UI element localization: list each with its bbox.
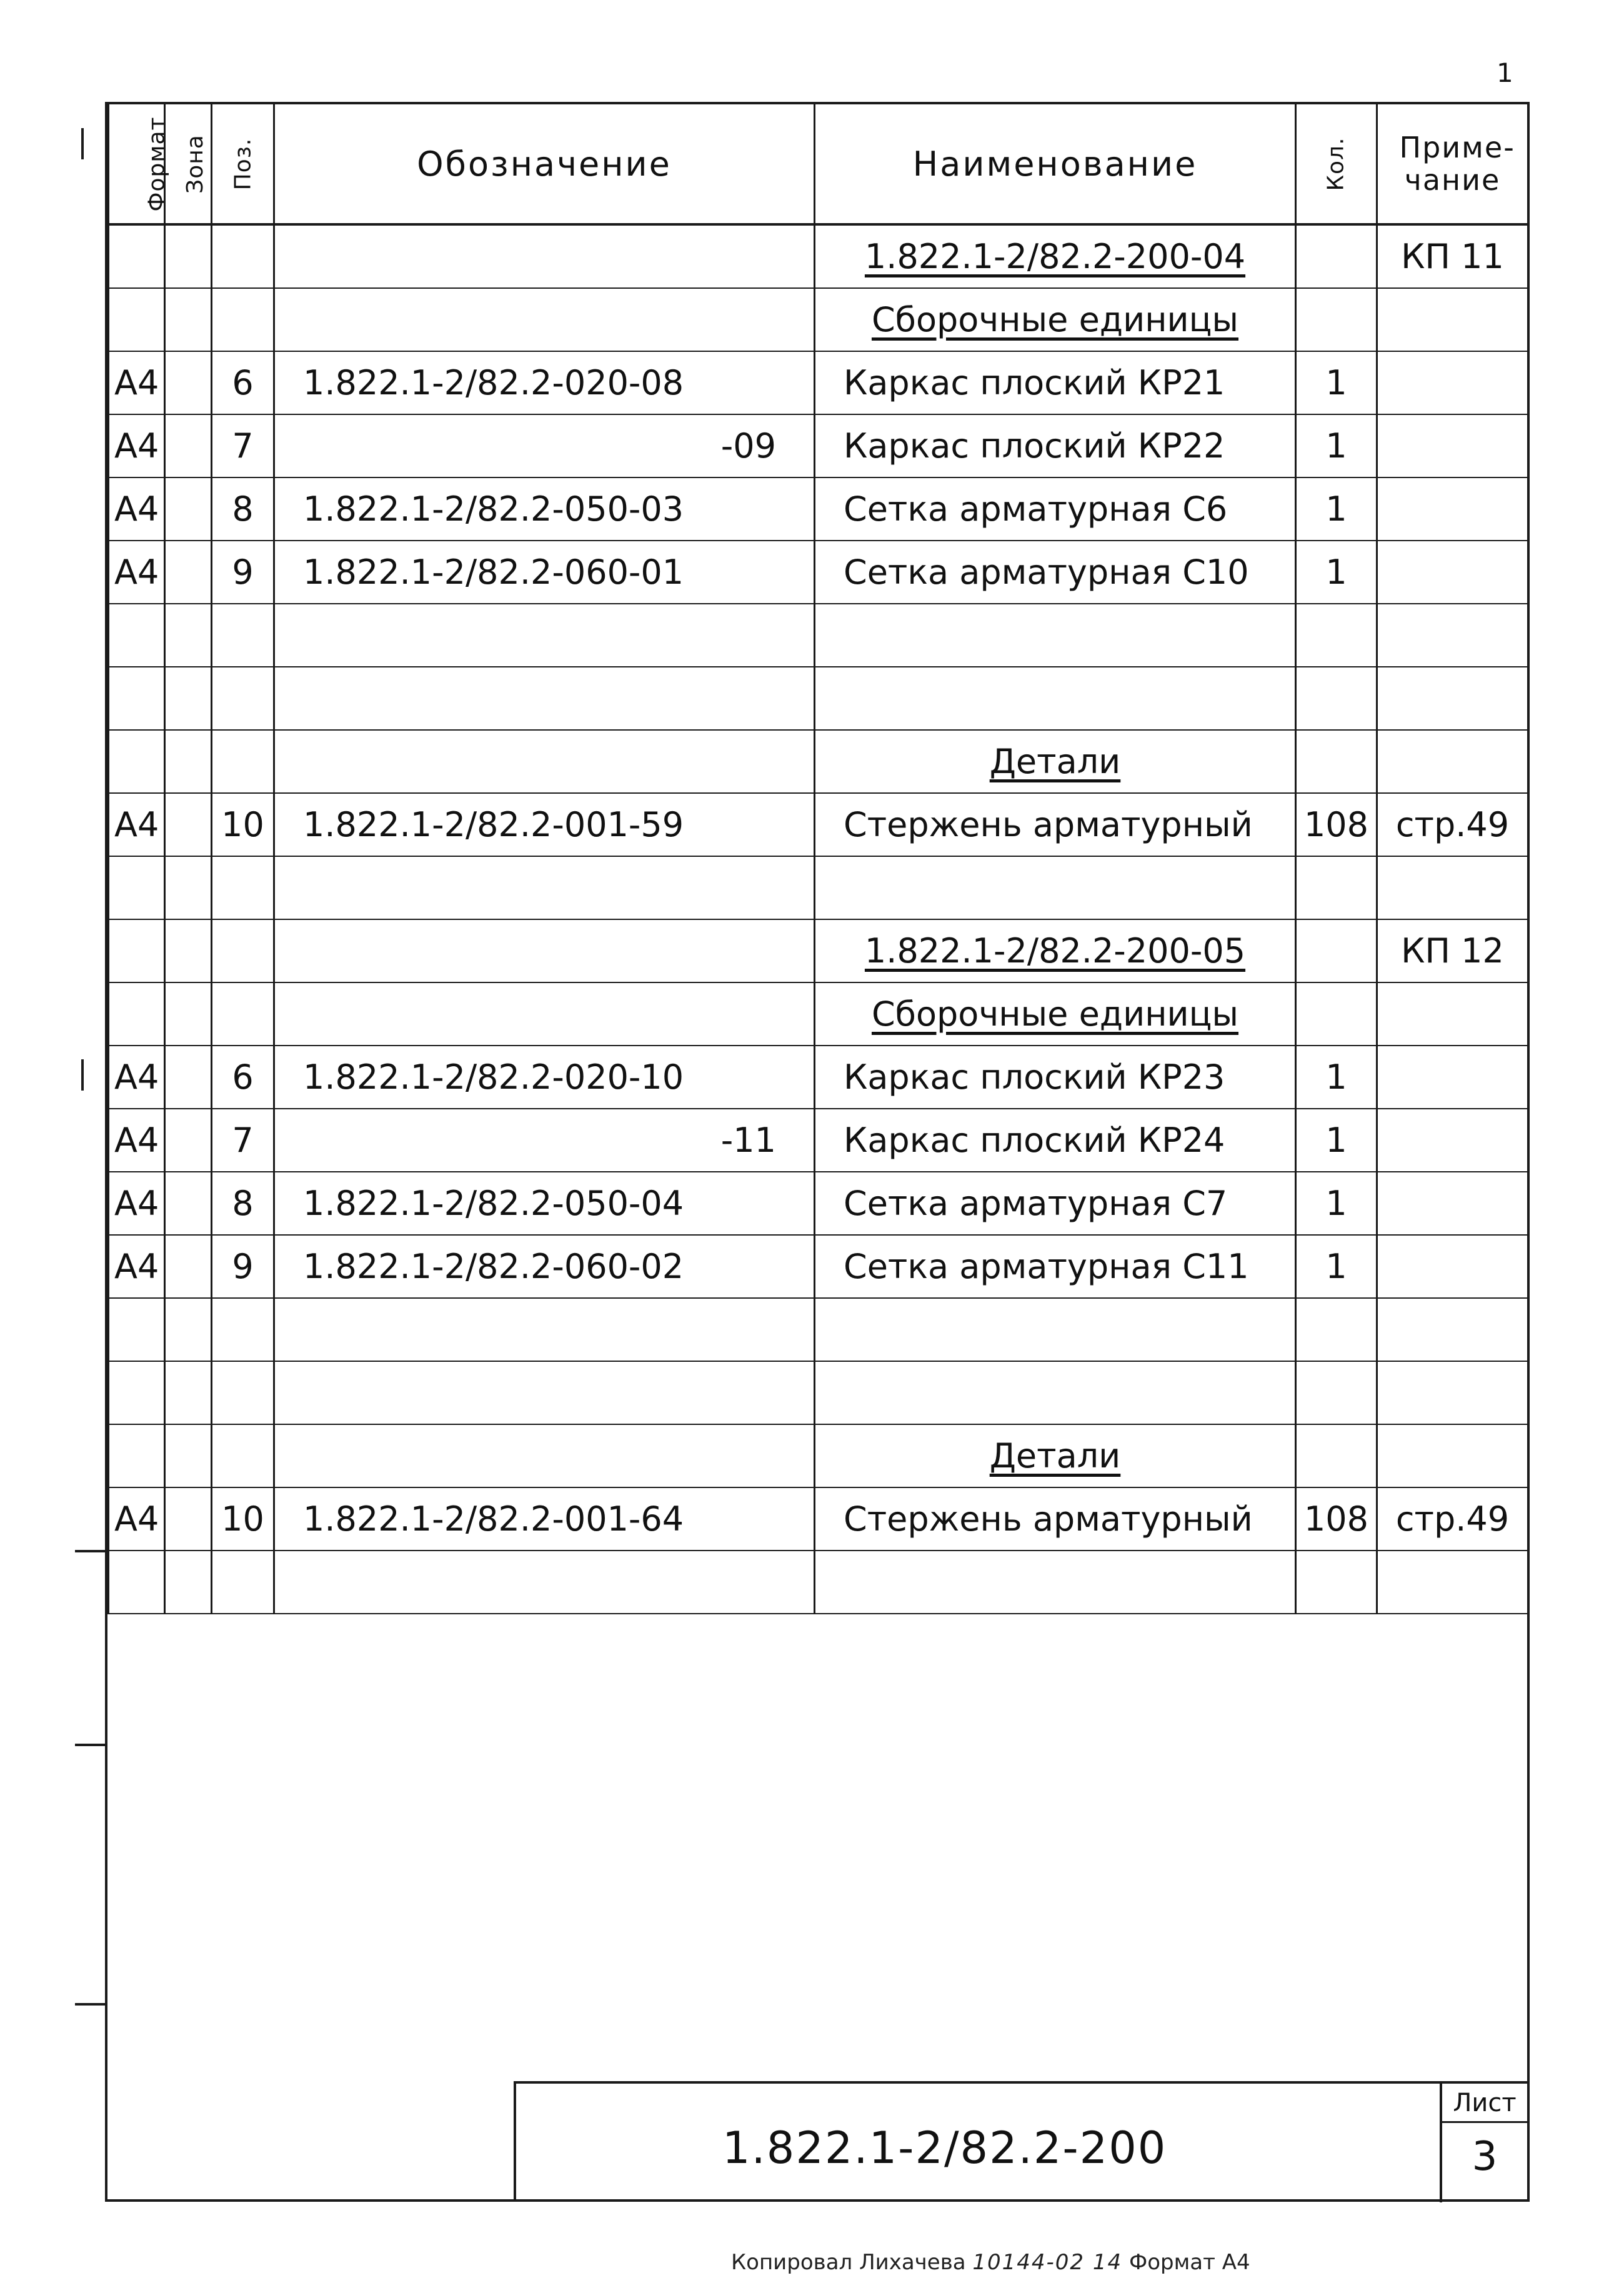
cell-designation <box>274 604 815 667</box>
cell-qty-text: 108 <box>1303 805 1369 844</box>
table-row <box>109 477 1528 541</box>
cell-qty-text: 1 <box>1325 1247 1347 1286</box>
cell-pos-text: 8 <box>232 489 254 529</box>
cell-format <box>109 541 165 604</box>
cell-note <box>1377 730 1528 793</box>
cell-name <box>815 477 1296 541</box>
cell-qty <box>1296 541 1377 604</box>
cell-designation-text: 1.822.1-2/82.2-020-08 <box>303 363 684 402</box>
document-code: 1.822.1-2/82.2-200 <box>722 2122 1167 2174</box>
cell-note-text: КП 11 <box>1401 237 1504 276</box>
cell-zone <box>165 1487 212 1551</box>
cell-format-text: А4 <box>114 1247 159 1286</box>
cell-note <box>1377 351 1528 414</box>
margin-tick <box>75 1744 105 1746</box>
cell-zone <box>165 351 212 414</box>
cell-name <box>815 604 1296 667</box>
cell-pos-text: 7 <box>232 1121 254 1160</box>
table-row <box>109 1298 1528 1361</box>
cell-format <box>109 351 165 414</box>
cell-note-text: стр.49 <box>1395 1499 1510 1539</box>
cell-format <box>109 1487 165 1551</box>
cell-name <box>815 1361 1296 1424</box>
cell-designation <box>274 477 815 541</box>
cell-qty <box>1296 1361 1377 1424</box>
cell-format-text: А4 <box>114 489 159 529</box>
margin-tick <box>81 1059 84 1091</box>
cell-pos <box>212 1172 274 1235</box>
specification-table <box>107 104 1529 1614</box>
cell-pos <box>212 1046 274 1109</box>
table-row <box>109 982 1528 1046</box>
cell-designation-text: 1.822.1-2/82.2-050-04 <box>303 1184 684 1223</box>
cell-designation <box>274 793 815 856</box>
table-row <box>109 288 1528 351</box>
cell-pos <box>212 288 274 351</box>
cell-name-text: Каркас плоский КР24 <box>844 1121 1225 1160</box>
cell-note <box>1377 1487 1528 1551</box>
cell-qty <box>1296 1235 1377 1298</box>
cell-format <box>109 224 165 288</box>
cell-note <box>1377 856 1528 919</box>
header-name: Наименование <box>815 104 1296 224</box>
cell-note <box>1377 1109 1528 1172</box>
cell-format-text: А4 <box>114 1184 159 1223</box>
cell-pos <box>212 1361 274 1424</box>
cell-format-text: А4 <box>114 1121 159 1160</box>
cell-zone <box>165 288 212 351</box>
cell-qty <box>1296 351 1377 414</box>
cell-name-text: Детали <box>989 1436 1121 1476</box>
cell-format <box>109 919 165 982</box>
cell-note <box>1377 1424 1528 1487</box>
cell-zone <box>165 224 212 288</box>
cell-name <box>815 1046 1296 1109</box>
cell-designation <box>274 1424 815 1487</box>
cell-name <box>815 856 1296 919</box>
copy-stamp <box>731 2250 1250 2275</box>
cell-designation <box>274 414 815 477</box>
cell-qty <box>1296 667 1377 730</box>
cell-format <box>109 1046 165 1109</box>
format-label: Формат А4 <box>1128 2250 1250 2275</box>
table-row <box>109 1109 1528 1172</box>
cell-zone <box>165 1298 212 1361</box>
cell-zone <box>165 982 212 1046</box>
cell-designation <box>274 730 815 793</box>
cell-name <box>815 351 1296 414</box>
cell-name <box>815 541 1296 604</box>
cell-name-text: Сборочные единицы <box>871 994 1239 1034</box>
cell-zone <box>165 1172 212 1235</box>
cell-designation-text: 1.822.1-2/82.2-001-64 <box>303 1499 684 1539</box>
cell-name <box>815 414 1296 477</box>
cell-qty <box>1296 224 1377 288</box>
cell-designation <box>274 1298 815 1361</box>
cell-designation-text: 1.822.1-2/82.2-001-59 <box>303 805 684 844</box>
sheet-number: 3 <box>1472 2134 1498 2180</box>
cell-designation <box>274 224 815 288</box>
cell-format-text: А4 <box>114 363 159 402</box>
cell-name <box>815 982 1296 1046</box>
cell-name <box>815 224 1296 288</box>
cell-designation <box>274 982 815 1046</box>
cell-note <box>1377 667 1528 730</box>
cell-pos <box>212 414 274 477</box>
table-body <box>109 224 1528 1614</box>
cell-name-text: Стержень арматурный <box>844 805 1253 844</box>
cell-name-text: 1.822.1-2/82.2-200-04 <box>864 237 1246 276</box>
cell-pos <box>212 1298 274 1361</box>
cell-qty-text: 1 <box>1325 489 1347 529</box>
cell-format <box>109 1361 165 1424</box>
cell-note <box>1377 1551 1528 1614</box>
cell-note <box>1377 1046 1528 1109</box>
cell-name <box>815 1298 1296 1361</box>
cell-pos-text: 7 <box>232 426 254 466</box>
cell-designation-text: 1.822.1-2/82.2-020-10 <box>303 1057 684 1097</box>
cell-designation <box>274 1046 815 1109</box>
cell-pos <box>212 1424 274 1487</box>
cell-qty <box>1296 1046 1377 1109</box>
cell-qty-text: 1 <box>1325 552 1347 592</box>
cell-format <box>109 1172 165 1235</box>
cell-format <box>109 477 165 541</box>
cell-zone <box>165 1551 212 1614</box>
cell-pos <box>212 1109 274 1172</box>
table-row <box>109 414 1528 477</box>
cell-qty <box>1296 414 1377 477</box>
cell-name-text: Каркас плоский КР22 <box>844 426 1225 466</box>
cell-pos-text: 10 <box>221 1499 264 1539</box>
cell-pos <box>212 224 274 288</box>
margin-tick <box>75 2003 105 2006</box>
cell-note <box>1377 982 1528 1046</box>
cell-pos <box>212 477 274 541</box>
cell-zone <box>165 414 212 477</box>
cell-note <box>1377 224 1528 288</box>
cell-designation <box>274 1172 815 1235</box>
cell-note-text: КП 12 <box>1401 931 1504 971</box>
cell-zone <box>165 477 212 541</box>
corner-mark: 1 <box>1497 57 1513 88</box>
title-block <box>514 2081 1527 2200</box>
cell-pos <box>212 1487 274 1551</box>
sheet-box <box>1440 2084 1527 2202</box>
cell-designation <box>274 541 815 604</box>
cell-pos <box>212 667 274 730</box>
cell-note <box>1377 477 1528 541</box>
cell-format-text: А4 <box>114 805 159 844</box>
cell-name-text: Стержень арматурный <box>844 1499 1253 1539</box>
header-pos: Поз. <box>212 104 274 224</box>
cell-pos <box>212 919 274 982</box>
cell-name <box>815 288 1296 351</box>
cell-format <box>109 604 165 667</box>
cell-pos <box>212 730 274 793</box>
cell-name-text: Сетка арматурная С7 <box>844 1184 1228 1223</box>
cell-pos-text: 10 <box>221 805 264 844</box>
cell-designation <box>274 667 815 730</box>
cell-designation-text: 1.822.1-2/82.2-060-02 <box>303 1247 684 1286</box>
cell-pos-text: 8 <box>232 1184 254 1223</box>
copied-by-label: Копировал Лихачева <box>731 2250 966 2275</box>
cell-zone <box>165 1109 212 1172</box>
cell-qty-text: 1 <box>1325 1121 1347 1160</box>
cell-zone <box>165 541 212 604</box>
cell-qty <box>1296 856 1377 919</box>
cell-zone <box>165 604 212 667</box>
table-row <box>109 856 1528 919</box>
cell-designation <box>274 1109 815 1172</box>
cell-name-text: Сетка арматурная С11 <box>844 1247 1249 1286</box>
cell-pos-text: 6 <box>232 363 254 402</box>
table-row <box>109 667 1528 730</box>
table-row <box>109 1235 1528 1298</box>
cell-qty <box>1296 793 1377 856</box>
table-row <box>109 351 1528 414</box>
cell-pos <box>212 1235 274 1298</box>
cell-format <box>109 1235 165 1298</box>
cell-note <box>1377 919 1528 982</box>
cell-qty <box>1296 1298 1377 1361</box>
cell-zone <box>165 856 212 919</box>
cell-format-text: А4 <box>114 426 159 466</box>
cell-zone <box>165 793 212 856</box>
table-row <box>109 919 1528 982</box>
cell-designation-text: 1.822.1-2/82.2-060-01 <box>303 552 684 592</box>
cell-name <box>815 1551 1296 1614</box>
cell-qty <box>1296 1487 1377 1551</box>
cell-name-text: Сборочные единицы <box>871 300 1239 339</box>
table-row <box>109 604 1528 667</box>
cell-name <box>815 1172 1296 1235</box>
table-row <box>109 1361 1528 1424</box>
cell-note <box>1377 1361 1528 1424</box>
cell-name-text: 1.822.1-2/82.2-200-05 <box>864 931 1246 971</box>
margin-tick <box>75 1550 105 1552</box>
cell-format <box>109 856 165 919</box>
cell-note <box>1377 1298 1528 1361</box>
cell-designation <box>274 1235 815 1298</box>
cell-pos <box>212 541 274 604</box>
table-row <box>109 224 1528 288</box>
cell-qty <box>1296 1109 1377 1172</box>
cell-note <box>1377 1172 1528 1235</box>
cell-name <box>815 730 1296 793</box>
cell-qty <box>1296 1424 1377 1487</box>
cell-pos <box>212 1551 274 1614</box>
cell-note <box>1377 793 1528 856</box>
cell-zone <box>165 1424 212 1487</box>
cell-pos <box>212 982 274 1046</box>
cell-name <box>815 919 1296 982</box>
cell-name-text: Сетка арматурная С6 <box>844 489 1228 529</box>
cell-format <box>109 667 165 730</box>
cell-qty <box>1296 1551 1377 1614</box>
cell-qty <box>1296 288 1377 351</box>
cell-zone <box>165 1361 212 1424</box>
cell-format-text: А4 <box>114 552 159 592</box>
header-note: Приме-чание <box>1377 104 1528 224</box>
cell-qty-text: 1 <box>1325 363 1347 402</box>
cell-zone <box>165 730 212 793</box>
cell-qty <box>1296 982 1377 1046</box>
cell-zone <box>165 667 212 730</box>
table-row <box>109 1172 1528 1235</box>
cell-designation-text: -11 <box>720 1121 776 1160</box>
cell-designation <box>274 1361 815 1424</box>
cell-zone <box>165 919 212 982</box>
cell-designation <box>274 856 815 919</box>
cell-note <box>1377 288 1528 351</box>
cell-pos-text: 6 <box>232 1057 254 1097</box>
cell-pos-text: 9 <box>232 1247 254 1286</box>
sheet-label: Лист <box>1442 2089 1527 2123</box>
cell-designation-text: 1.822.1-2/82.2-050-03 <box>303 489 684 529</box>
cell-qty <box>1296 1172 1377 1235</box>
cell-zone <box>165 1046 212 1109</box>
cell-name-text: Каркас плоский КР23 <box>844 1057 1225 1097</box>
cell-designation <box>274 1551 815 1614</box>
cell-qty <box>1296 604 1377 667</box>
cell-qty-text: 1 <box>1325 1184 1347 1223</box>
cell-designation <box>274 919 815 982</box>
cell-format <box>109 982 165 1046</box>
cell-note <box>1377 604 1528 667</box>
table-row <box>109 1487 1528 1551</box>
handwritten-number: 10144-02 14 <box>972 2250 1123 2275</box>
table-header-row <box>109 104 1528 224</box>
cell-format <box>109 1109 165 1172</box>
margin-tick <box>81 128 84 159</box>
cell-format <box>109 793 165 856</box>
header-designation: Обозначение <box>274 104 815 224</box>
cell-designation <box>274 1487 815 1551</box>
cell-format <box>109 1298 165 1361</box>
cell-designation-text: -09 <box>720 426 776 466</box>
table-row <box>109 793 1528 856</box>
cell-format-text: А4 <box>114 1499 159 1539</box>
header-zone: Зона <box>165 104 212 224</box>
cell-pos <box>212 351 274 414</box>
cell-qty <box>1296 477 1377 541</box>
cell-qty <box>1296 730 1377 793</box>
cell-qty-text: 108 <box>1303 1499 1369 1539</box>
table-row <box>109 541 1528 604</box>
cell-note <box>1377 1235 1528 1298</box>
cell-name-text: Сетка арматурная С10 <box>844 552 1249 592</box>
cell-format-text: А4 <box>114 1057 159 1097</box>
header-qty: Кол. <box>1296 104 1377 224</box>
cell-note-text: стр.49 <box>1395 805 1510 844</box>
cell-name <box>815 1109 1296 1172</box>
header-format: Формат <box>109 104 165 224</box>
cell-pos <box>212 856 274 919</box>
cell-name <box>815 793 1296 856</box>
cell-designation <box>274 288 815 351</box>
table-row <box>109 1424 1528 1487</box>
cell-format <box>109 1551 165 1614</box>
cell-name-text: Детали <box>989 742 1121 781</box>
cell-format <box>109 730 165 793</box>
cell-qty-text: 1 <box>1325 426 1347 466</box>
table-row <box>109 1551 1528 1614</box>
cell-note <box>1377 541 1528 604</box>
cell-format <box>109 1424 165 1487</box>
cell-designation <box>274 351 815 414</box>
cell-format <box>109 288 165 351</box>
cell-name-text: Каркас плоский КР21 <box>844 363 1225 402</box>
cell-qty <box>1296 919 1377 982</box>
cell-name <box>815 667 1296 730</box>
cell-qty-text: 1 <box>1325 1057 1347 1097</box>
cell-pos-text: 9 <box>232 552 254 592</box>
cell-name <box>815 1487 1296 1551</box>
cell-format <box>109 414 165 477</box>
cell-pos <box>212 793 274 856</box>
table-row <box>109 730 1528 793</box>
cell-name <box>815 1235 1296 1298</box>
cell-zone <box>165 1235 212 1298</box>
cell-pos <box>212 604 274 667</box>
cell-name <box>815 1424 1296 1487</box>
cell-note <box>1377 414 1528 477</box>
table-row <box>109 1046 1528 1109</box>
